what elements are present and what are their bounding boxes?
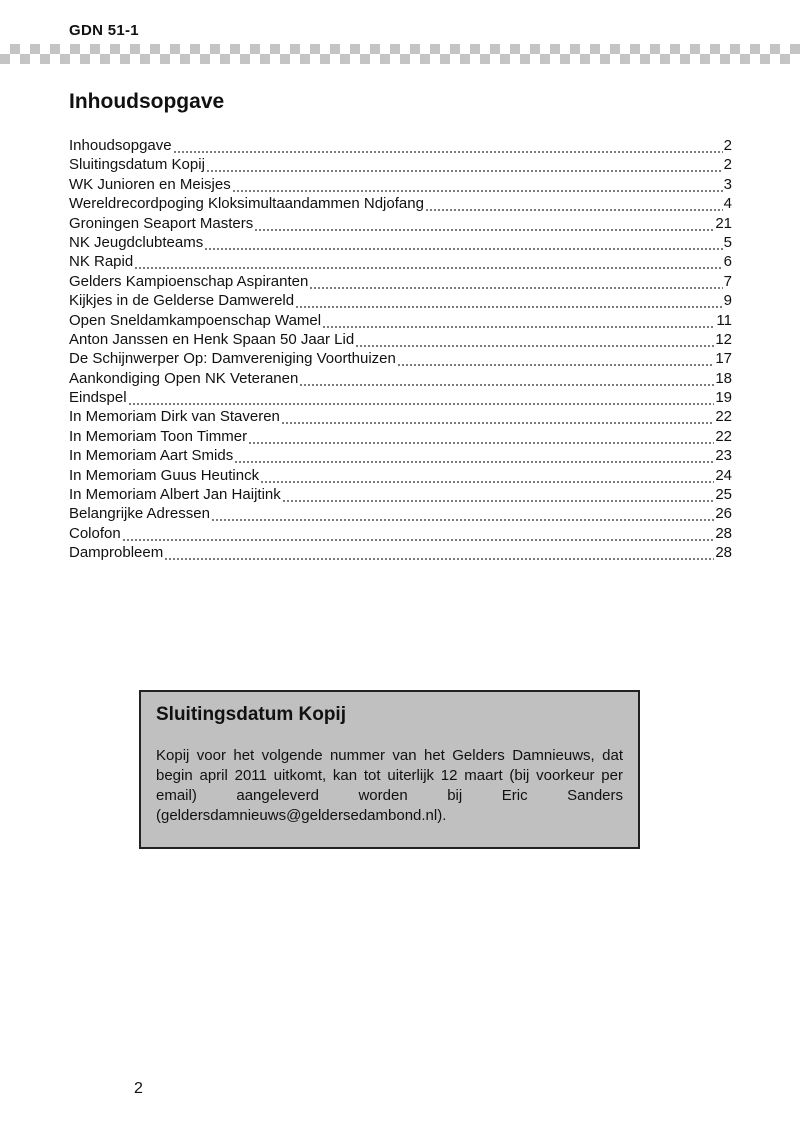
toc-entry[interactable] bbox=[69, 466, 732, 485]
toc-title: Inhoudsopgave bbox=[69, 90, 225, 113]
toc-entry-page: 11 bbox=[716, 311, 732, 329]
dot-leader bbox=[322, 311, 715, 330]
dot-leader bbox=[204, 233, 722, 252]
toc-entry[interactable] bbox=[69, 136, 732, 155]
toc-entry-page: 24 bbox=[715, 466, 732, 484]
toc-entry-page: 19 bbox=[715, 389, 732, 407]
toc-entry-label: WK Junioren en Meisjes bbox=[69, 175, 231, 193]
dot-leader bbox=[122, 524, 715, 543]
toc-entry-page: 4 bbox=[723, 195, 732, 213]
toc-entry[interactable] bbox=[69, 524, 732, 543]
dot-leader bbox=[397, 349, 714, 368]
toc-entry-page: 17 bbox=[715, 350, 732, 368]
toc-entry[interactable] bbox=[69, 427, 732, 446]
toc-entry[interactable] bbox=[69, 175, 732, 194]
toc-entry-page: 3 bbox=[723, 175, 732, 193]
toc-entry[interactable] bbox=[69, 233, 732, 252]
toc-entry-page: 22 bbox=[715, 408, 732, 426]
dot-leader bbox=[248, 427, 714, 446]
toc-entry-page: 12 bbox=[715, 330, 732, 348]
toc-entry-label: Wereldrecordpoging Kloksimultaandammen Ndjofang bbox=[69, 195, 424, 213]
toc-entry-label: Colofon bbox=[69, 524, 121, 542]
dot-leader bbox=[234, 446, 714, 465]
toc-entry[interactable] bbox=[69, 330, 732, 349]
dot-leader bbox=[282, 485, 715, 504]
deadline-notice-box bbox=[139, 690, 640, 849]
toc-entry-page: 6 bbox=[723, 253, 732, 271]
dot-leader bbox=[425, 194, 723, 213]
toc-entry-page: 23 bbox=[715, 447, 732, 465]
table-of-contents bbox=[69, 136, 732, 563]
toc-entry-page: 9 bbox=[723, 292, 732, 310]
dot-leader bbox=[164, 543, 714, 562]
dot-leader bbox=[254, 214, 714, 233]
toc-entry-page: 28 bbox=[715, 544, 732, 562]
toc-entry[interactable] bbox=[69, 214, 732, 233]
toc-entry[interactable] bbox=[69, 504, 732, 523]
dot-leader bbox=[134, 252, 722, 271]
dot-leader bbox=[232, 175, 723, 194]
toc-entry[interactable] bbox=[69, 252, 732, 271]
toc-entry[interactable] bbox=[69, 349, 732, 368]
toc-entry-label: In Memoriam Albert Jan Haijtink bbox=[69, 486, 281, 504]
toc-entry-label: Kijkjes in de Gelderse Damwereld bbox=[69, 292, 295, 310]
toc-entry-label: Groningen Seaport Masters bbox=[69, 214, 254, 232]
dot-leader bbox=[309, 272, 722, 291]
toc-entry-label: De Schijnwerper Op: Damvereniging Voorthuizen bbox=[69, 350, 396, 368]
toc-entry-label: In Memoriam Dirk van Staveren bbox=[69, 408, 280, 426]
dot-leader bbox=[281, 407, 714, 426]
toc-entry[interactable] bbox=[69, 388, 732, 407]
toc-entry-label: Eindspel bbox=[69, 389, 127, 407]
toc-entry-label: Inhoudsopgave bbox=[69, 137, 172, 154]
toc-entry-page: 28 bbox=[715, 524, 732, 542]
toc-entry[interactable] bbox=[69, 369, 732, 388]
dot-leader bbox=[355, 330, 714, 349]
toc-entry-page: 26 bbox=[715, 505, 732, 523]
toc-entry-page: 5 bbox=[723, 233, 732, 251]
toc-entry-page: 18 bbox=[715, 369, 732, 387]
toc-entry-label: In Memoriam Guus Heutinck bbox=[69, 466, 260, 484]
dot-leader bbox=[206, 155, 723, 174]
toc-entry[interactable] bbox=[69, 407, 732, 426]
toc-entry-page: 22 bbox=[715, 427, 732, 445]
dot-leader bbox=[260, 466, 714, 485]
toc-entry-label: In Memoriam Toon Timmer bbox=[69, 427, 248, 445]
toc-entry-page: 2 bbox=[723, 137, 732, 154]
toc-entry-page: 21 bbox=[715, 214, 732, 232]
page-number: 2 bbox=[134, 1080, 143, 1097]
toc-entry-label: Sluitingsdatum Kopij bbox=[69, 156, 205, 174]
toc-entry-label: Belangrijke Adressen bbox=[69, 505, 210, 523]
toc-entry[interactable] bbox=[69, 291, 732, 310]
toc-entry-page: 7 bbox=[723, 272, 732, 290]
toc-entry[interactable] bbox=[69, 194, 732, 213]
toc-entry[interactable] bbox=[69, 272, 732, 291]
toc-entry-label: Damprobleem bbox=[69, 544, 164, 562]
notice-body: Kopij voor het volgende nummer van het Gelders Damnieuws, dat begin april 2011 uitkomt, kan tot uiterlijk 12 maart (bij voorkeur per email) aangeleverd worden bij Eric Sanders (geldersdamnieuws@geldersedambond.nl). bbox=[156, 747, 623, 824]
toc-entry-page: 2 bbox=[723, 156, 732, 174]
toc-entry-label: NK Jeugdclubteams bbox=[69, 233, 204, 251]
toc-entry-label: Aankondiging Open NK Veteranen bbox=[69, 369, 299, 387]
toc-entry-label: Gelders Kampioenschap Aspiranten bbox=[69, 272, 309, 290]
issue-label: GDN 51-1 bbox=[69, 22, 139, 39]
checkered-header-band bbox=[0, 44, 800, 64]
toc-entry[interactable] bbox=[69, 543, 732, 562]
toc-entry-label: Open Sneldamkampoenschap Wamel bbox=[69, 311, 322, 329]
dot-leader bbox=[211, 504, 714, 523]
toc-entry-label: In Memoriam Aart Smids bbox=[69, 447, 234, 465]
toc-entry[interactable] bbox=[69, 446, 732, 465]
toc-entry[interactable] bbox=[69, 485, 732, 504]
dot-leader bbox=[128, 388, 715, 407]
toc-entry[interactable] bbox=[69, 311, 732, 330]
toc-entry-label: Anton Janssen en Henk Spaan 50 Jaar Lid bbox=[69, 330, 355, 348]
dot-leader bbox=[299, 369, 714, 388]
toc-entry[interactable] bbox=[69, 155, 732, 174]
dot-leader bbox=[295, 291, 723, 310]
toc-entry-label: NK Rapid bbox=[69, 253, 134, 271]
toc-entry-page: 25 bbox=[715, 486, 732, 504]
dot-leader bbox=[173, 136, 723, 155]
notice-title: Sluitingsdatum Kopij bbox=[156, 704, 346, 725]
